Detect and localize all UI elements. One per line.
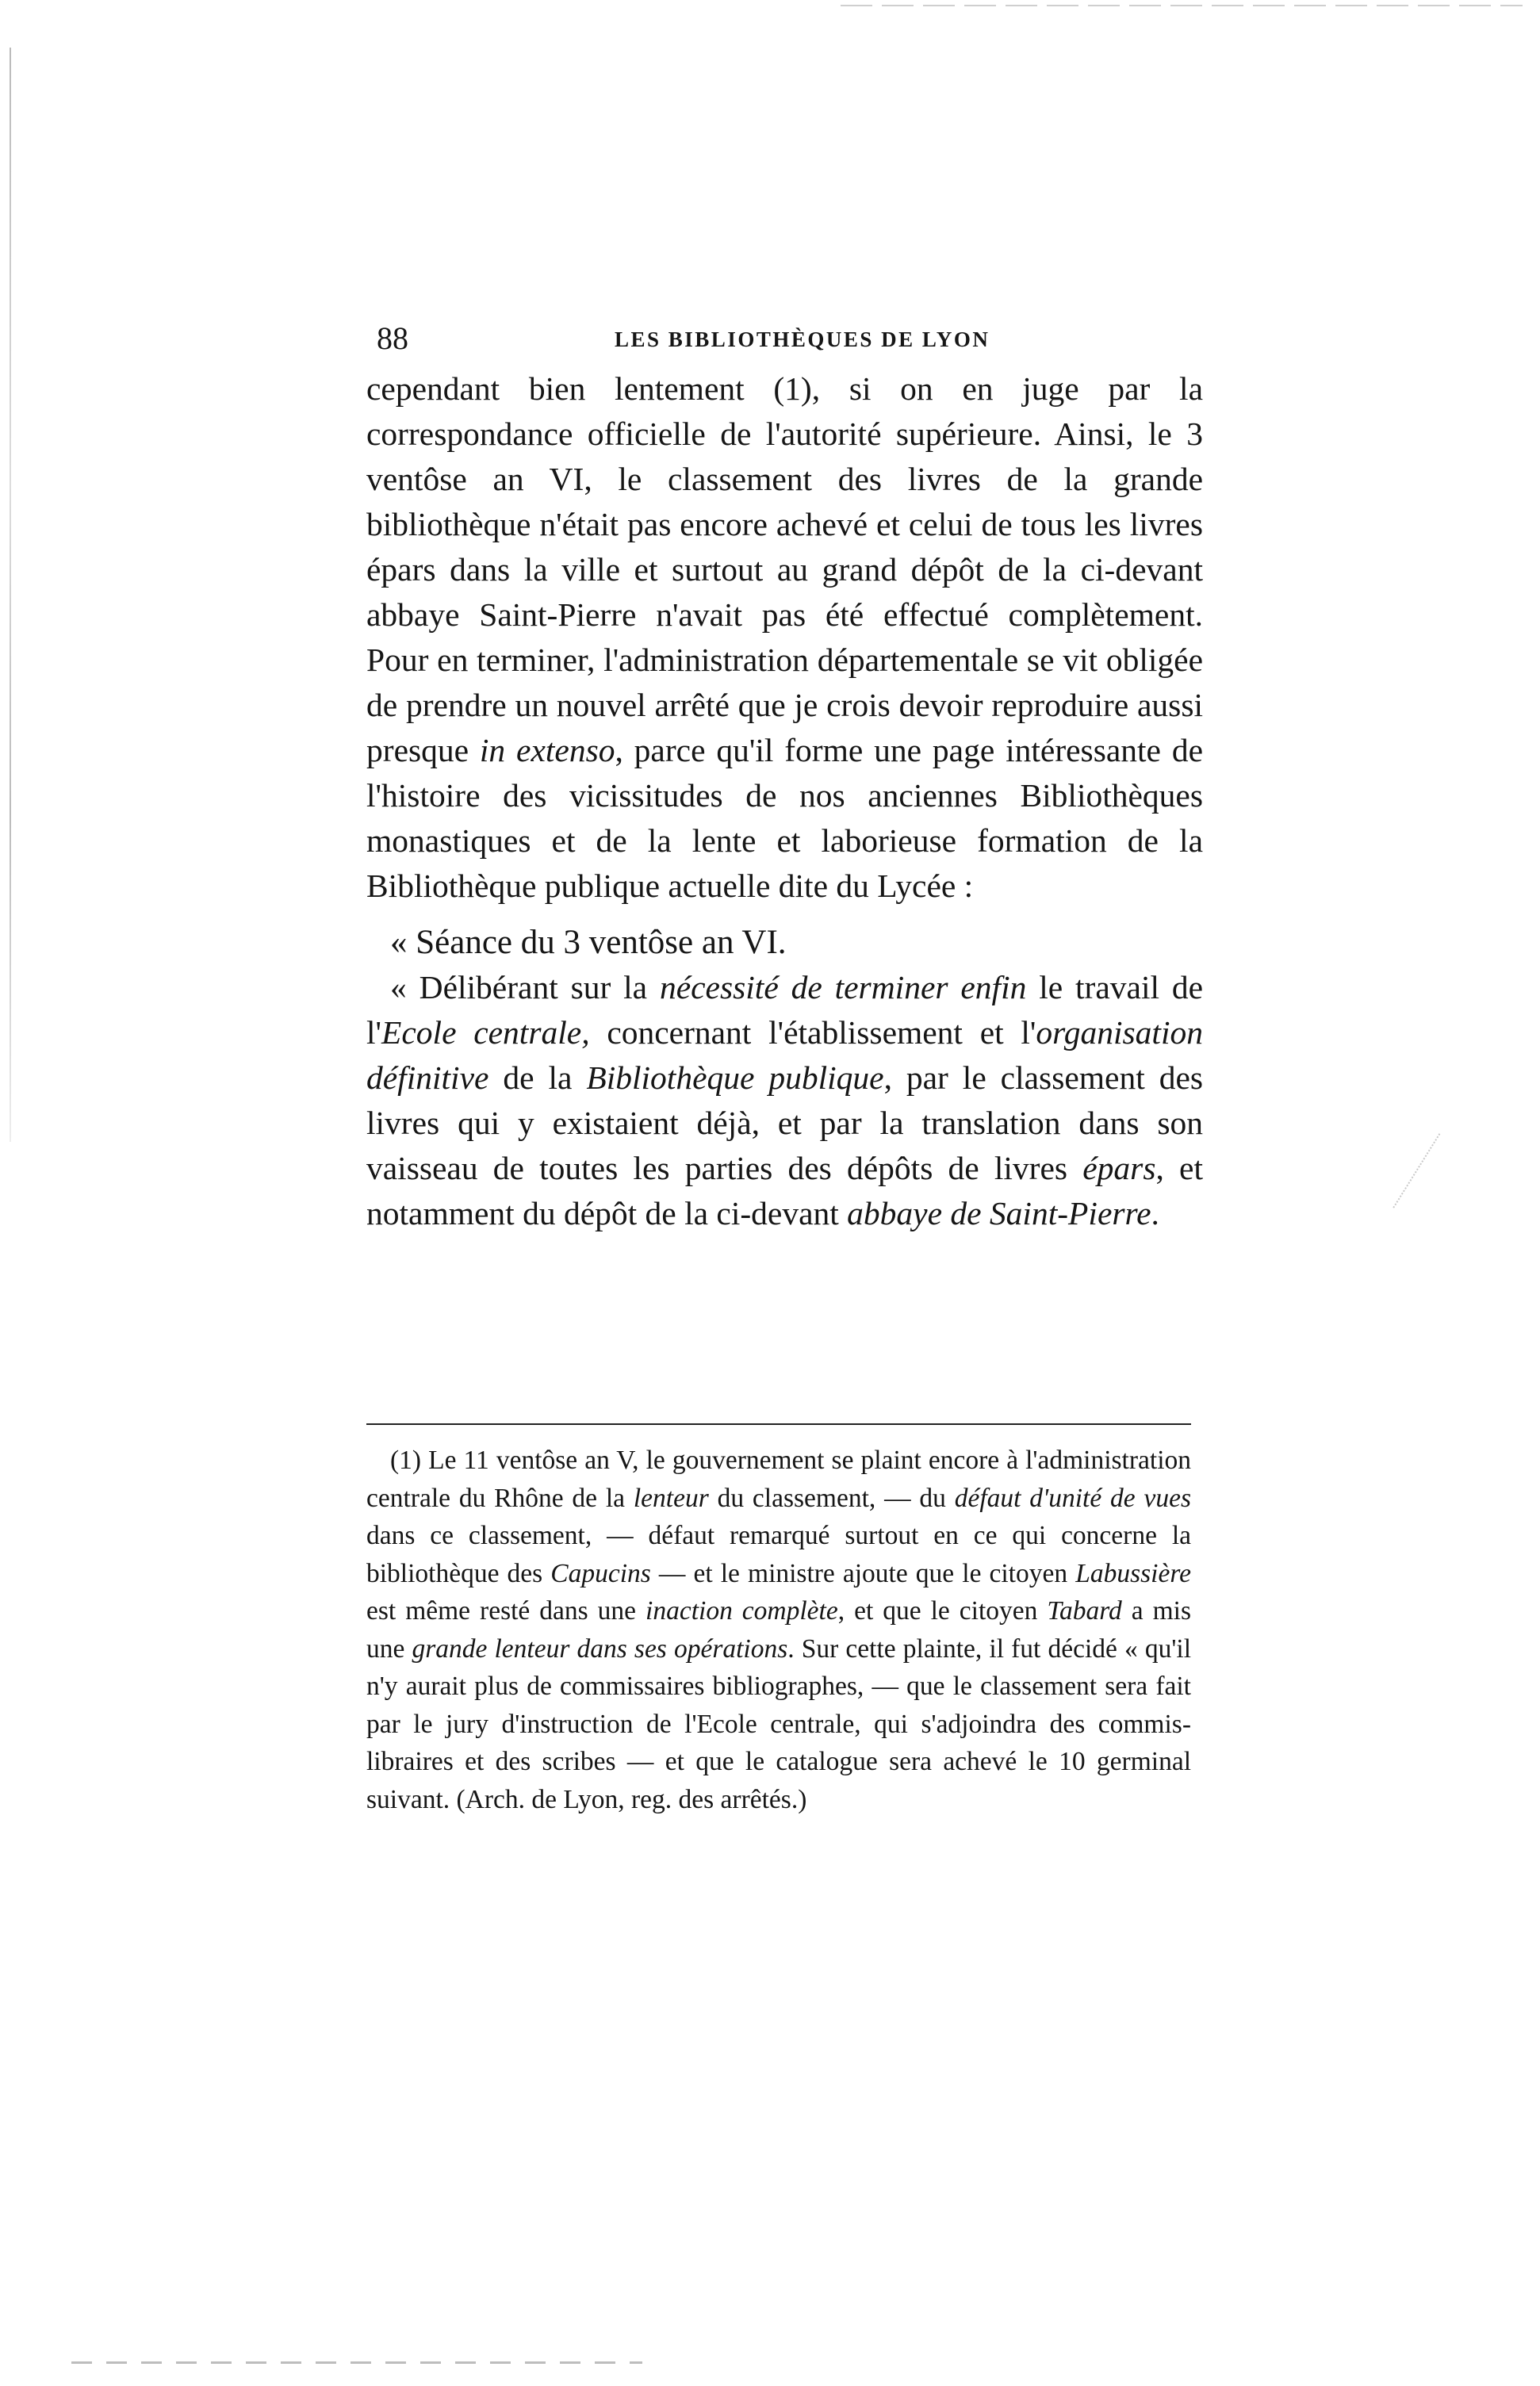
- scan-edge-line: [10, 48, 11, 1142]
- running-head: [377, 319, 1249, 358]
- stray-pencil-mark: [1393, 1133, 1487, 1237]
- scan-top-line: [841, 5, 1523, 6]
- quote-title: « Séance du 3 ventôse an VI.: [390, 924, 787, 961]
- body-text: [366, 366, 1203, 1236]
- running-title: LES BIBLIOTHÈQUES DE LYON: [615, 327, 990, 351]
- page-number: 88: [377, 320, 408, 356]
- quote-paragraph: « Délibérant sur la nécessité de terminer enfin le travail de l'Ecole centrale, concernant l'établissement et l'organisation définitive de la Bibliothèque publique, par le classement des livres qui y existaient déjà, et par la translation dans son vaisseau de toutes les parties des dépôts de livres épars, et notamment du dépôt de la ci-devant abbaye de Saint-Pierre.: [366, 969, 1204, 1231]
- paragraph: cependant bien lentement (1), si on en juge par la correspondance officielle de l'autorité supérieure. Ainsi, le 3 ventôse an VI, le classement des livres de la grande bibliothèque n'était pas encore achevé et celui de tous les livres épars dans la ville et surtout au grand dépôt de la ci-devant abbaye Saint-Pierre n'avait pas été effectué complètement. Pour en terminer, l'administration départementale se vit obligée de prendre un nouvel arrêté que je crois devoir reproduire aussi presque in extenso, parce qu'il forme une page intéressante de l'histoire des vicissitudes de nos anciennes Bibliothèques monastiques et de la lente et laborieuse formation de la Bibliothèque publique actuelle dite du Lycée :: [366, 370, 1203, 904]
- footnote-rule: [366, 1423, 1191, 1425]
- scan-bottom-line: [71, 2361, 642, 2364]
- footnote-reference: (1): [773, 370, 812, 407]
- footnote: (1) Le 11 ventôse an V, le gouvernement se plaint encore à l'administration centrale du Rhône de la lenteur du classement, — du défaut d'unité de vues dans ce classement, — défaut remarqué surtout en ce qui concerne la bibliothèque des Capucins — et le ministre ajoute que le citoyen Labussière est même resté dans une inaction complète, et que le citoyen Tabard a mis une grande lenteur dans ses opérations. Sur cette plainte, il fut décidé « qu'il n'y aurait plus de commissaires bibliographes, — que le classement sera fait par le jury d'instruction de l'Ecole centrale, qui s'adjoindra des commis-libraires et des scribes — et que le catalogue sera achevé le 10 germinal suivant. (Arch. de Lyon, reg. des arrêtés.): [366, 1446, 1191, 1814]
